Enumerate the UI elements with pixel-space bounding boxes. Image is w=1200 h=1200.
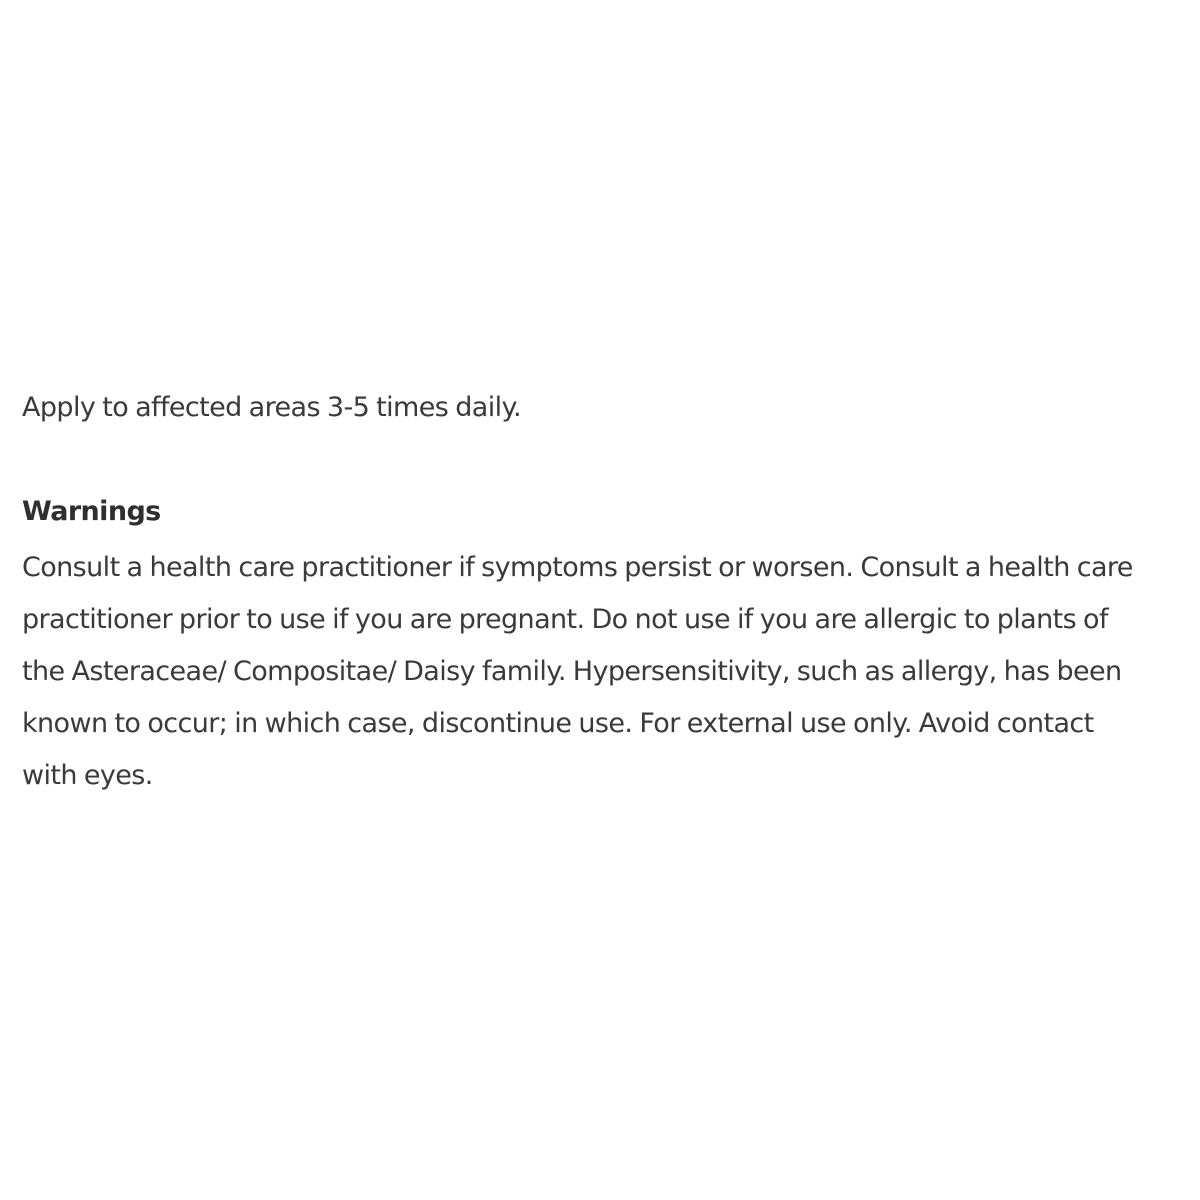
directions-text: Apply to affected areas 3-5 times daily. (22, 392, 522, 423)
warnings-text (22, 542, 1194, 802)
warnings-line: Consult a health care practitioner if symptoms persist or worsen. Consult a health care (22, 552, 1133, 583)
warnings-line: practitioner prior to use if you are pregnant. Do not use if you are allergic to plants of (22, 604, 1108, 635)
warnings-line: known to occur; in which case, discontinue use. For external use only. Avoid contact (22, 708, 1094, 739)
warnings-line: with eyes. (22, 760, 153, 791)
warnings-line: the Asteraceae/ Compositae/ Daisy family. Hypersensitivity, such as allergy, has been (22, 656, 1122, 687)
product-info (22, 386, 1194, 802)
warnings-heading: Warnings (22, 496, 161, 527)
